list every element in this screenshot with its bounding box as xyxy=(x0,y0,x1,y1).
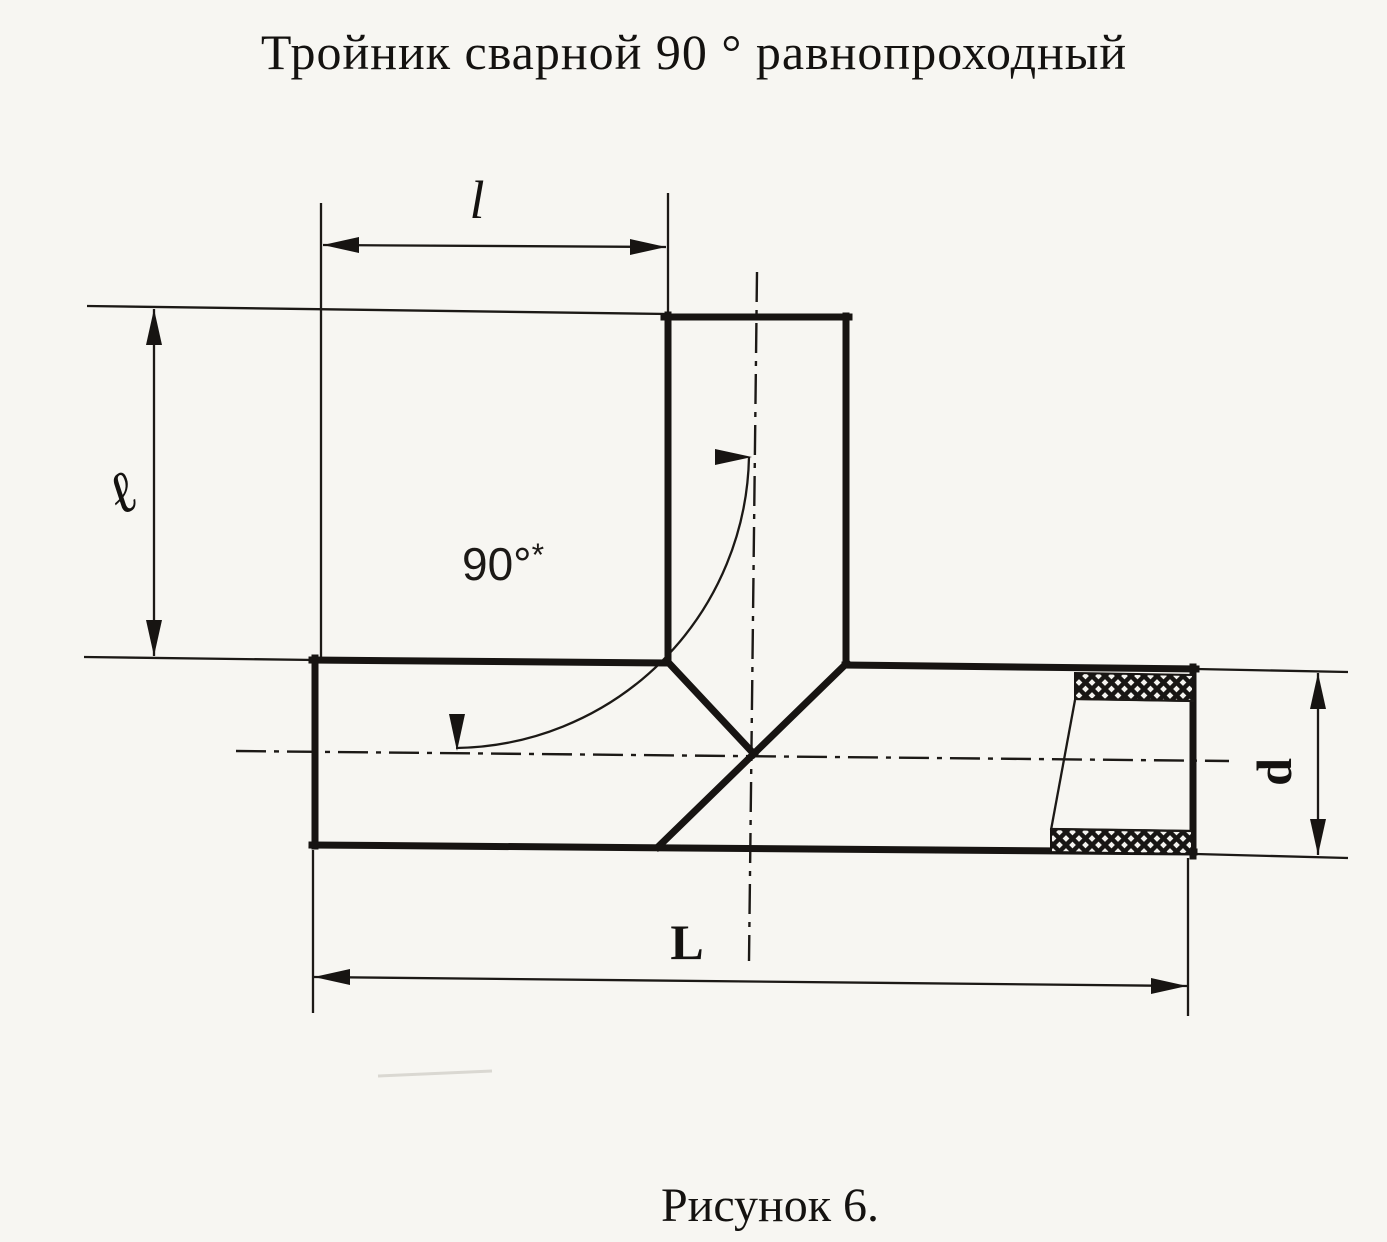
angle-value: 90 xyxy=(462,538,514,590)
dimension-lines xyxy=(146,237,1326,994)
branch-top-extension-line xyxy=(87,306,668,314)
pipe-wall-section xyxy=(1051,673,1194,854)
arrow-up-icon xyxy=(146,309,162,345)
angle-degree-sign: ° xyxy=(513,538,532,590)
arrow-down-icon xyxy=(449,714,465,751)
diameter-bottom-extension-line xyxy=(1196,854,1348,858)
arrow-right-icon xyxy=(630,239,666,255)
angle-footnote-star: * xyxy=(531,537,545,573)
arrow-down-icon xyxy=(146,620,162,656)
arrow-right-icon xyxy=(715,449,752,465)
branch-axis-centerline xyxy=(749,272,757,961)
section-break-line xyxy=(1051,700,1075,830)
pipe-top-left-line xyxy=(312,660,666,663)
branch-offset-label: l xyxy=(469,170,485,230)
weld-seam-left-line xyxy=(667,661,754,754)
diameter-label: d xyxy=(1246,758,1302,786)
drawing-title: Тройник сварной 90 ° равнопроходный xyxy=(260,24,1128,80)
pipe-axis-centerline xyxy=(236,751,1229,761)
overall-length-label: L xyxy=(670,914,704,970)
branch-height-label: ℓ xyxy=(94,457,148,529)
pipe-top-extension-line xyxy=(84,657,315,660)
wall-hatch-top xyxy=(1075,673,1193,701)
centerlines xyxy=(236,272,1229,961)
arrow-right-icon xyxy=(1151,978,1187,994)
figure-caption: Рисунок 6. xyxy=(660,1179,880,1232)
angle-label xyxy=(462,537,544,590)
scan-smudge xyxy=(378,1071,492,1076)
arrow-left-icon xyxy=(323,237,359,253)
branch-offset-dimension-line xyxy=(323,245,666,247)
arrow-up-icon xyxy=(1310,673,1326,709)
wall-hatch-bottom xyxy=(1051,829,1192,854)
overall-length-dimension-line xyxy=(314,977,1187,986)
arrow-left-icon xyxy=(314,969,350,985)
arrow-down-icon xyxy=(1310,819,1326,855)
pipe-top-right-line xyxy=(845,665,1196,669)
diameter-top-extension-line xyxy=(1196,669,1348,672)
